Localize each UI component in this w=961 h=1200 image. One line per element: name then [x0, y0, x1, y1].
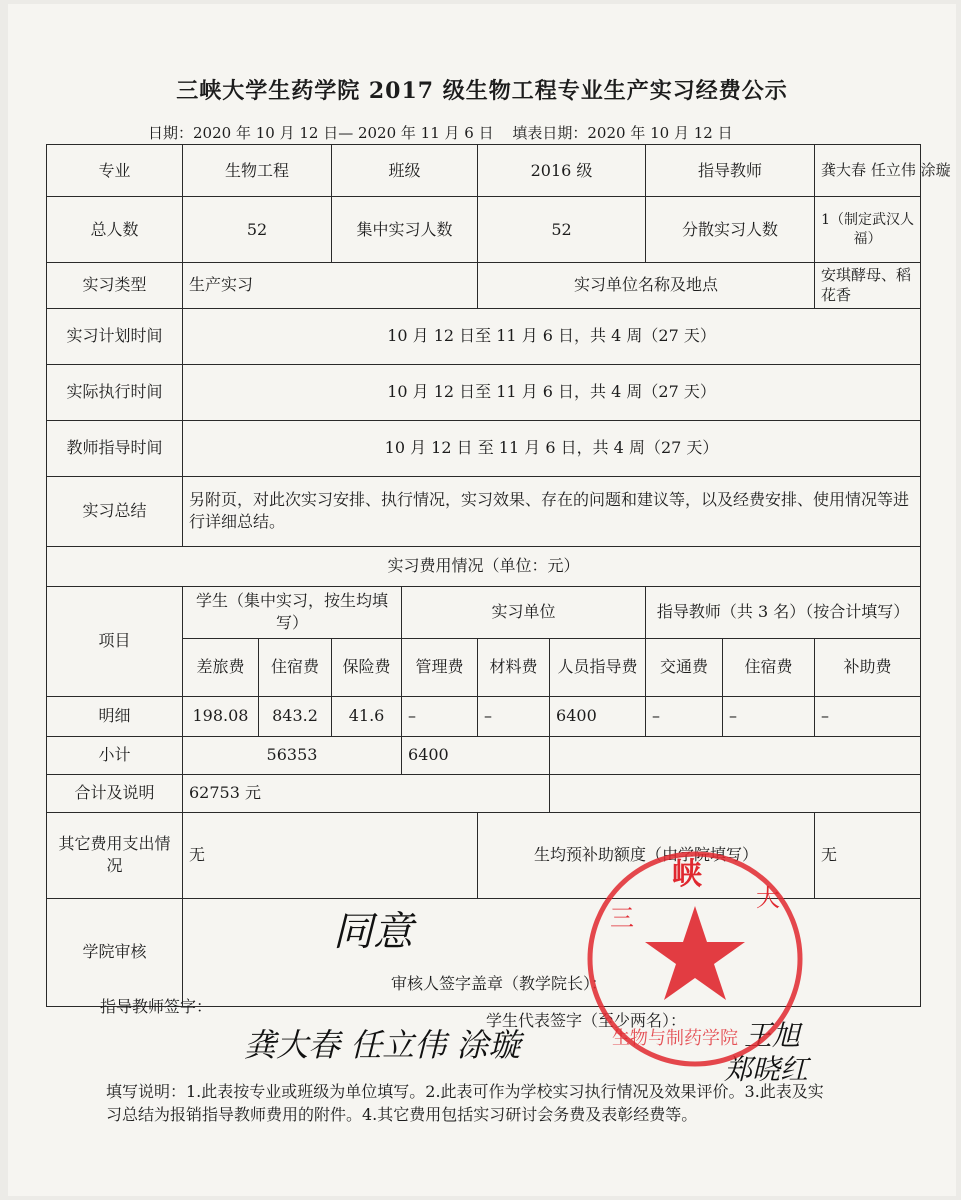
college-seal: [580, 844, 810, 1074]
item-label: 项目: [47, 586, 183, 696]
col-teacher-lodging: 住宿费: [723, 638, 815, 696]
col-insurance: 保险费: [332, 638, 402, 696]
seal-char-bottom: 生物与制药学院: [612, 1028, 738, 1049]
class-value: 2016 级: [478, 145, 646, 197]
teacher-label: 指导教师: [646, 145, 815, 197]
review-handwriting: 同意: [333, 908, 413, 955]
subtotal-teacher: [550, 736, 921, 774]
class-label: 班级: [332, 145, 478, 197]
expense-section-title: 实习费用情况（单位：元）: [47, 546, 921, 586]
plan-label: 实习计划时间: [47, 308, 183, 364]
other-expense-label: 其它费用支出情况: [47, 812, 183, 898]
subtotal-label: 小计: [47, 736, 183, 774]
detail-materials: –: [478, 696, 550, 736]
col-transport: 交通费: [646, 638, 723, 696]
detail-insurance: 41.6: [332, 696, 402, 736]
col-lodging: 住宿费: [259, 638, 332, 696]
col-allowance: 补助费: [815, 638, 921, 696]
unit-label: 实习单位名称及地点: [478, 263, 815, 309]
col-guidance: 人员指导费: [550, 638, 646, 696]
col-materials: 材料费: [478, 638, 550, 696]
review-label: 学院审核: [47, 898, 183, 1006]
subtotal-student: 56353: [183, 736, 402, 774]
unit-value: 安琪酵母、稻花香: [815, 263, 921, 309]
page-title: 三峡大学生药学院 2017 级生物工程专业生产实习经费公示: [176, 78, 788, 104]
detail-label: 明细: [47, 696, 183, 736]
student-signature-2: 郑晓红: [724, 1053, 809, 1086]
detail-guidance: 6400: [550, 696, 646, 736]
seal-char-left: 三: [610, 904, 634, 932]
subsidy-label: 生均预补助额度（由学院填写）: [478, 812, 815, 898]
detail-teacher-lodging: –: [723, 696, 815, 736]
subtotal-unit: 6400: [402, 736, 550, 774]
detail-transport: –: [646, 696, 723, 736]
guide-label: 教师指导时间: [47, 420, 183, 476]
seal-char-top: 峡: [672, 857, 702, 892]
teacher-signature-label: 指导教师签字：: [100, 997, 213, 1016]
seal-char-right: 大: [756, 884, 780, 912]
major-label: 专业: [47, 145, 183, 197]
total-value: 52: [183, 197, 332, 263]
type-value: 生产实习: [183, 263, 478, 309]
central-label: 集中实习人数: [332, 197, 478, 263]
summary-label: 实习总结: [47, 476, 183, 546]
scattered-label: 分散实习人数: [646, 197, 815, 263]
central-value: 52: [478, 197, 646, 263]
detail-travel: 198.08: [183, 696, 259, 736]
reviewer-caption: 审核人签字盖章（教学院长）：: [391, 973, 608, 993]
form-sheet: [8, 4, 956, 1196]
summary-value: 另附页，对此次实习安排、执行情况，实习效果、存在的问题和建议等，以及经费安排、使用情况等进行详细总结。: [183, 476, 921, 546]
detail-lodging: 843.2: [259, 696, 332, 736]
total-expense-value: 62753 元: [183, 774, 550, 812]
detail-allowance: –: [815, 696, 921, 736]
teacher-group-header: 指导教师（共 3 名）（按合计填写）: [646, 586, 921, 638]
total-expense-remark: [550, 774, 921, 812]
fill-instructions: 填写说明：1.此表按专业或班级为单位填写。2.此表可作为学校实习执行情况及效果评价。3.此表及实习总结为报销指导教师费用的附件。4.其它费用包括实习研讨会务费及表彰经费等。: [106, 1082, 824, 1125]
detail-management: –: [402, 696, 478, 736]
actual-label: 实际执行时间: [47, 364, 183, 420]
total-label: 总人数: [47, 197, 183, 263]
subsidy-value: 无: [815, 812, 921, 898]
period-text: 日期：2020 年 10 月 12 日— 2020 年 11 月 6 日: [148, 124, 494, 142]
student-group-header: 学生（集中实习，按生均填写）: [183, 586, 402, 638]
fill-date-text: 填表日期：2020 年 10 月 12 日: [512, 124, 733, 142]
seal-star-icon: [645, 906, 745, 1000]
col-management: 管理费: [402, 638, 478, 696]
unit-group-header: 实习单位: [402, 586, 646, 638]
actual-value: 10 月 12 日至 11 月 6 日，共 4 周（27 天）: [183, 364, 921, 420]
col-travel: 差旅费: [183, 638, 259, 696]
student-signature-label: 学生代表签字（至少两名）：: [486, 1011, 687, 1030]
date-line: [148, 122, 747, 143]
total-expense-label: 合计及说明: [47, 774, 183, 812]
plan-value: 10 月 12 日至 11 月 6 日，共 4 周（27 天）: [183, 308, 921, 364]
student-signature-1: 王旭: [744, 1019, 801, 1052]
scattered-value: 1（制定武汉人福）: [815, 197, 921, 263]
teacher-signature-handwriting: 龚大春 任立伟 涂璇: [244, 1026, 521, 1064]
guide-value: 10 月 12 日 至 11 月 6 日，共 4 周（27 天）: [183, 420, 921, 476]
major-value: 生物工程: [183, 145, 332, 197]
type-label: 实习类型: [47, 263, 183, 309]
other-expense-value: 无: [183, 812, 478, 898]
teacher-value: 龚大春 任立伟 涂璇: [815, 145, 921, 197]
